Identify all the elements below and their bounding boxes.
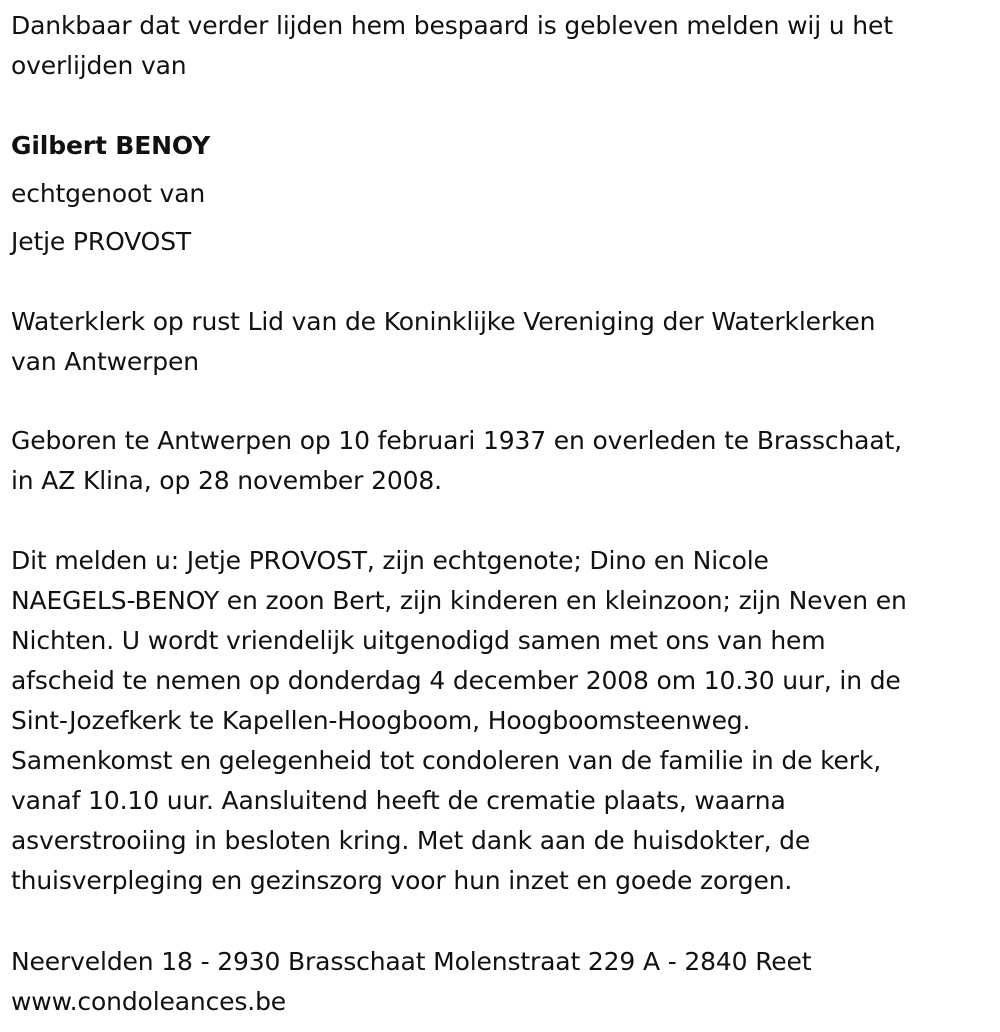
address-line: Neervelden 18 - 2930 Brasschaat Molenstraat 229 A - 2840 Reet <box>11 947 812 976</box>
intro-paragraph <box>11 6 893 86</box>
deceased-name: Gilbert BENOY <box>11 131 211 160</box>
birth-death-line: Geboren te Antwerpen op 10 februari 1937 en overleden te Brasschaat, <box>11 426 902 455</box>
profession-line: van Antwerpen <box>11 347 199 376</box>
intro-line: overlijden van <box>11 51 187 80</box>
announcement-line: asverstrooiing in besloten kring. Met dank aan de huisdokter, de <box>11 826 811 855</box>
announcement-line: Nichten. U wordt vriendelijk uitgenodigd samen met ons van hem <box>11 626 826 655</box>
announcement-line: thuisverpleging en gezinszorg voor hun inzet en goede zorgen. <box>11 866 793 895</box>
announcement-line: NAEGELS-BENOY en zoon Bert, zijn kinderen en kleinzoon; zijn Neven en <box>11 586 907 615</box>
website-link[interactable]: www.condoleances.be <box>11 987 287 1016</box>
announcement-line: Dit melden u: Jetje PROVOST, zijn echtgenote; Dino en Nicole <box>11 546 769 575</box>
relation-label: echtgenoot van <box>11 179 206 208</box>
birth-death-line: in AZ Klina, op 28 november 2008. <box>11 466 442 495</box>
address-paragraph <box>11 942 811 1022</box>
announcement-line: Samenkomst en gelegenheid tot condoleren van de familie in de kerk, <box>11 746 882 775</box>
spouse-name: Jetje PROVOST <box>11 227 192 256</box>
announcement-paragraph <box>11 541 907 901</box>
announcement-line: vanaf 10.10 uur. Aansluitend heeft de crematie plaats, waarna <box>11 786 786 815</box>
birth-death-paragraph <box>11 421 902 501</box>
profession-line: Waterklerk op rust Lid van de Koninklijke Vereniging der Waterklerken <box>11 307 876 336</box>
announcement-line: afscheid te nemen op donderdag 4 december 2008 om 10.30 uur, in de <box>11 666 901 695</box>
profession-paragraph <box>11 302 875 382</box>
announcement-line: Sint-Jozefkerk te Kapellen-Hoogboom, Hoogboomsteenweg. <box>11 706 751 735</box>
intro-line: Dankbaar dat verder lijden hem bespaard is gebleven melden wij u het <box>11 11 893 40</box>
